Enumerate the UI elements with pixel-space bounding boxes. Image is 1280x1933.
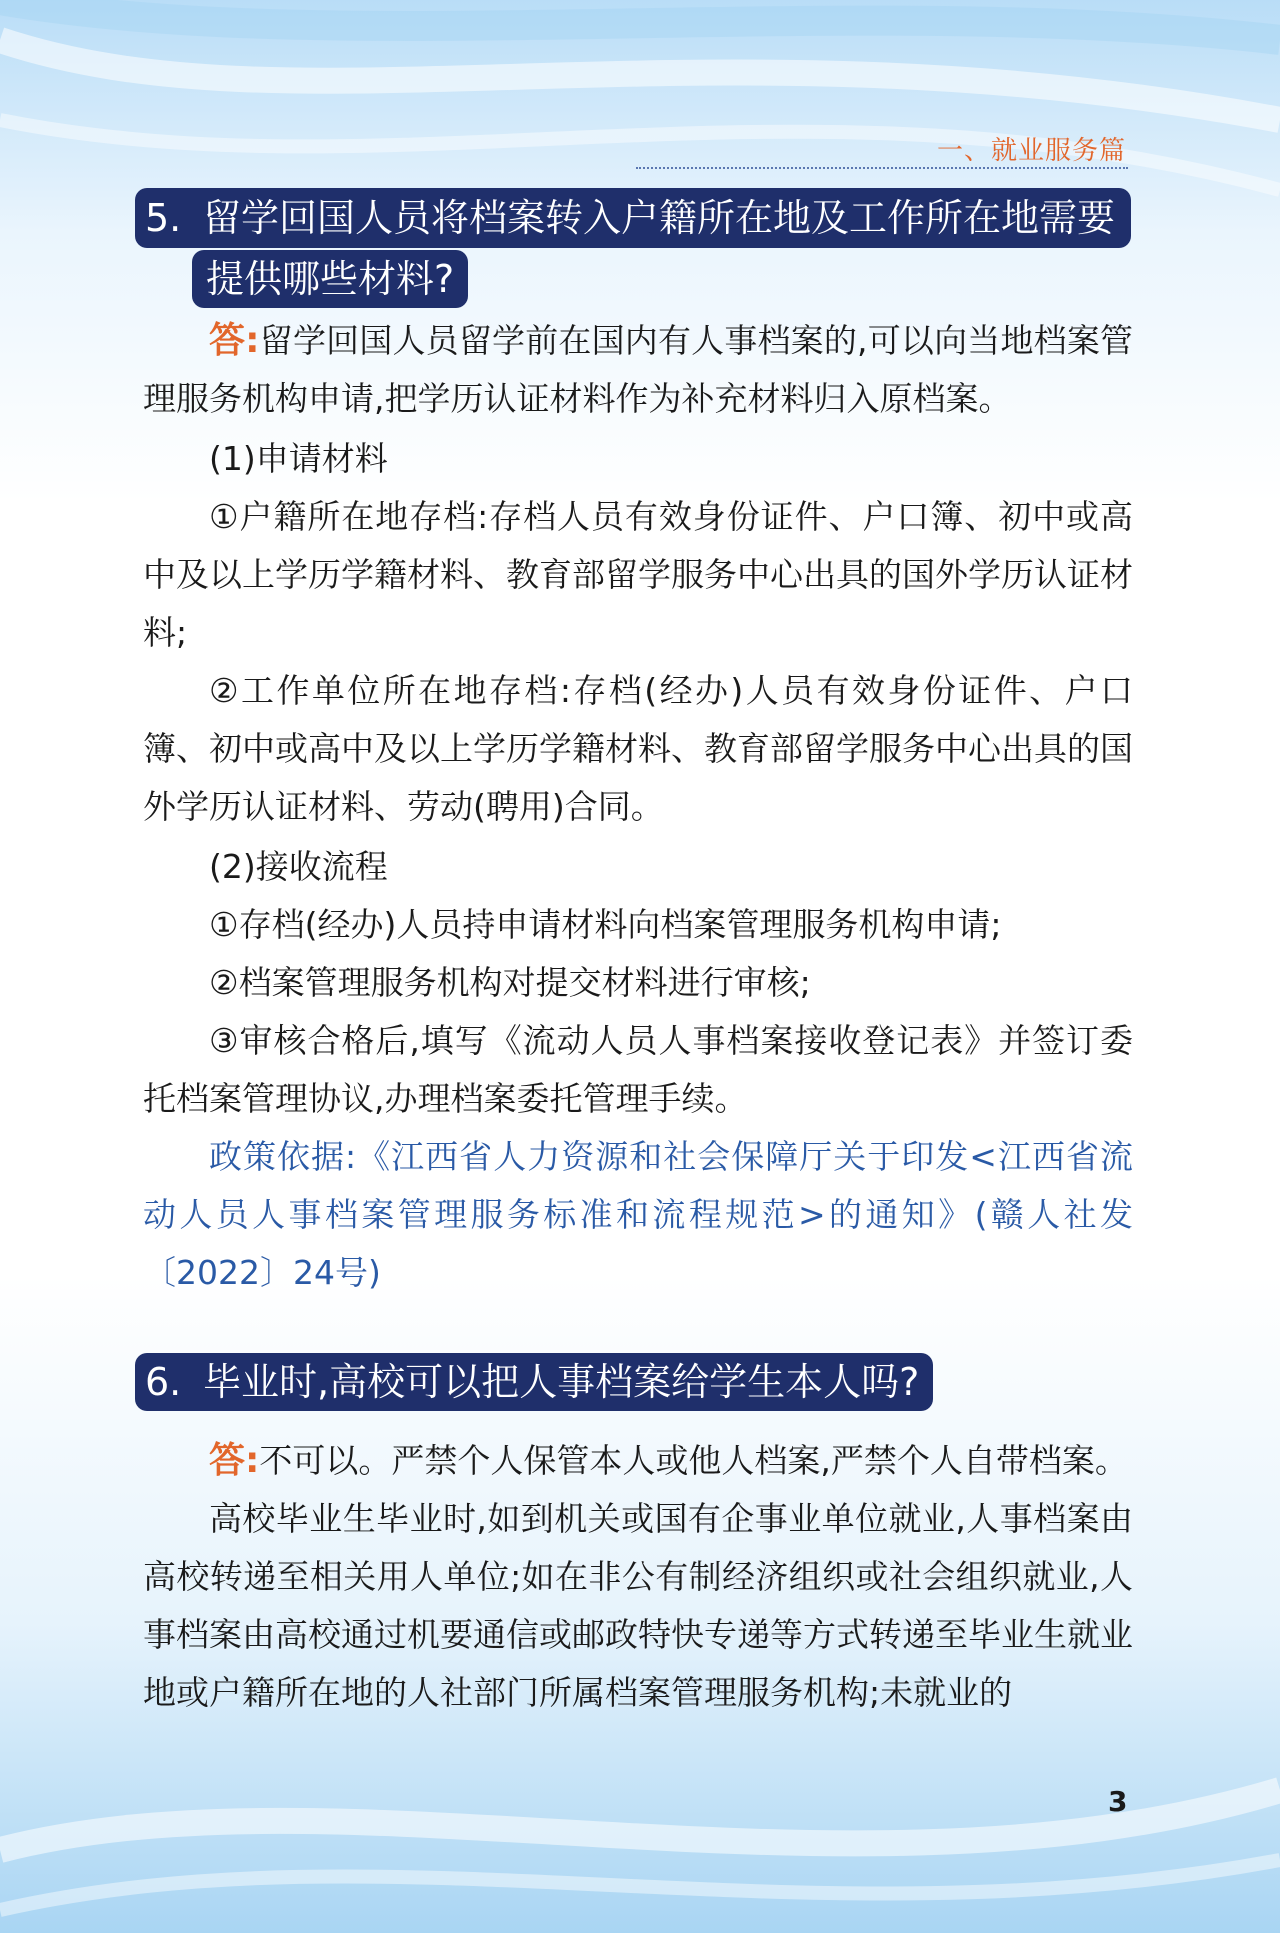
background-swirl-bottom xyxy=(0,1700,1280,1933)
question-6-number: 6. xyxy=(145,1360,182,1404)
question-5-answer xyxy=(143,312,1133,428)
question-6-paragraph: 高校毕业生毕业时,如到机关或国有企事业单位就业,人事档案由高校转递至相关用人单位;如在非公有制经济组织或社会组织就业,人事档案由高校通过机要通信或邮政特快专递等方式转递至毕业生就业地或户籍所在地的人社部门所属档案管理服务机构;未就业的 xyxy=(143,1499,1133,1712)
header-divider xyxy=(636,167,1128,169)
page-number: 3 xyxy=(1108,1785,1128,1818)
question-5-title-bar xyxy=(135,188,1131,248)
question-5-title-line1: 留学回国人员将档案转入户籍所在地及工作所在地需要 xyxy=(203,196,1116,240)
apply-heading: (1)申请材料 xyxy=(209,439,388,478)
apply-item-2: ②工作单位所在地存档:存档(经办)人员有效身份证件、户口簿、初中或高中及以上学历学籍材料、教育部留学服务中心出具的国外学历认证材料、劳动(聘用)合同。 xyxy=(143,671,1133,826)
answer-label: 答: xyxy=(209,1440,260,1481)
question-5-number: 5. xyxy=(145,196,182,240)
question-6-title: 毕业时,高校可以把人事档案给学生本人吗? xyxy=(203,1360,920,1404)
process-item-3: ③审核合格后,填写《流动人员人事档案接收登记表》并签订委托档案管理协议,办理档案委托管理手续。 xyxy=(143,1021,1133,1118)
process-heading: (2)接收流程 xyxy=(209,847,388,886)
policy-basis: 政策依据:《江西省人力资源和社会保障厅关于印发<江西省流动人员人事档案管理服务标准和流程规范>的通知》(赣人社发〔2022〕24号) xyxy=(143,1137,1133,1292)
question-5-title-bar-line2 xyxy=(192,250,468,308)
answer-label: 答: xyxy=(209,320,260,361)
question-6-answer xyxy=(143,1432,1133,1490)
answer-text: 留学回国人员留学前在国内有人事档案的,可以向当地档案管理服务机构申请,把学历认证材料作为补充材料归入原档案。 xyxy=(143,321,1133,418)
answer-text: 不可以。严禁个人保管本人或他人档案,严禁个人自带档案。 xyxy=(259,1441,1128,1480)
question-5-title-line2: 提供哪些材料? xyxy=(206,257,455,301)
process-item-1: ①存档(经办)人员持申请材料向档案管理服务机构申请; xyxy=(209,905,1002,944)
section-header: 一、就业服务篇 xyxy=(936,136,1126,166)
process-item-2: ②档案管理服务机构对提交材料进行审核; xyxy=(209,963,811,1002)
question-6-title-bar xyxy=(135,1353,933,1411)
apply-item-1: ①户籍所在地存档:存档人员有效身份证件、户口簿、初中或高中及以上学历学籍材料、教育部留学服务中心出具的国外学历认证材料; xyxy=(143,497,1133,652)
